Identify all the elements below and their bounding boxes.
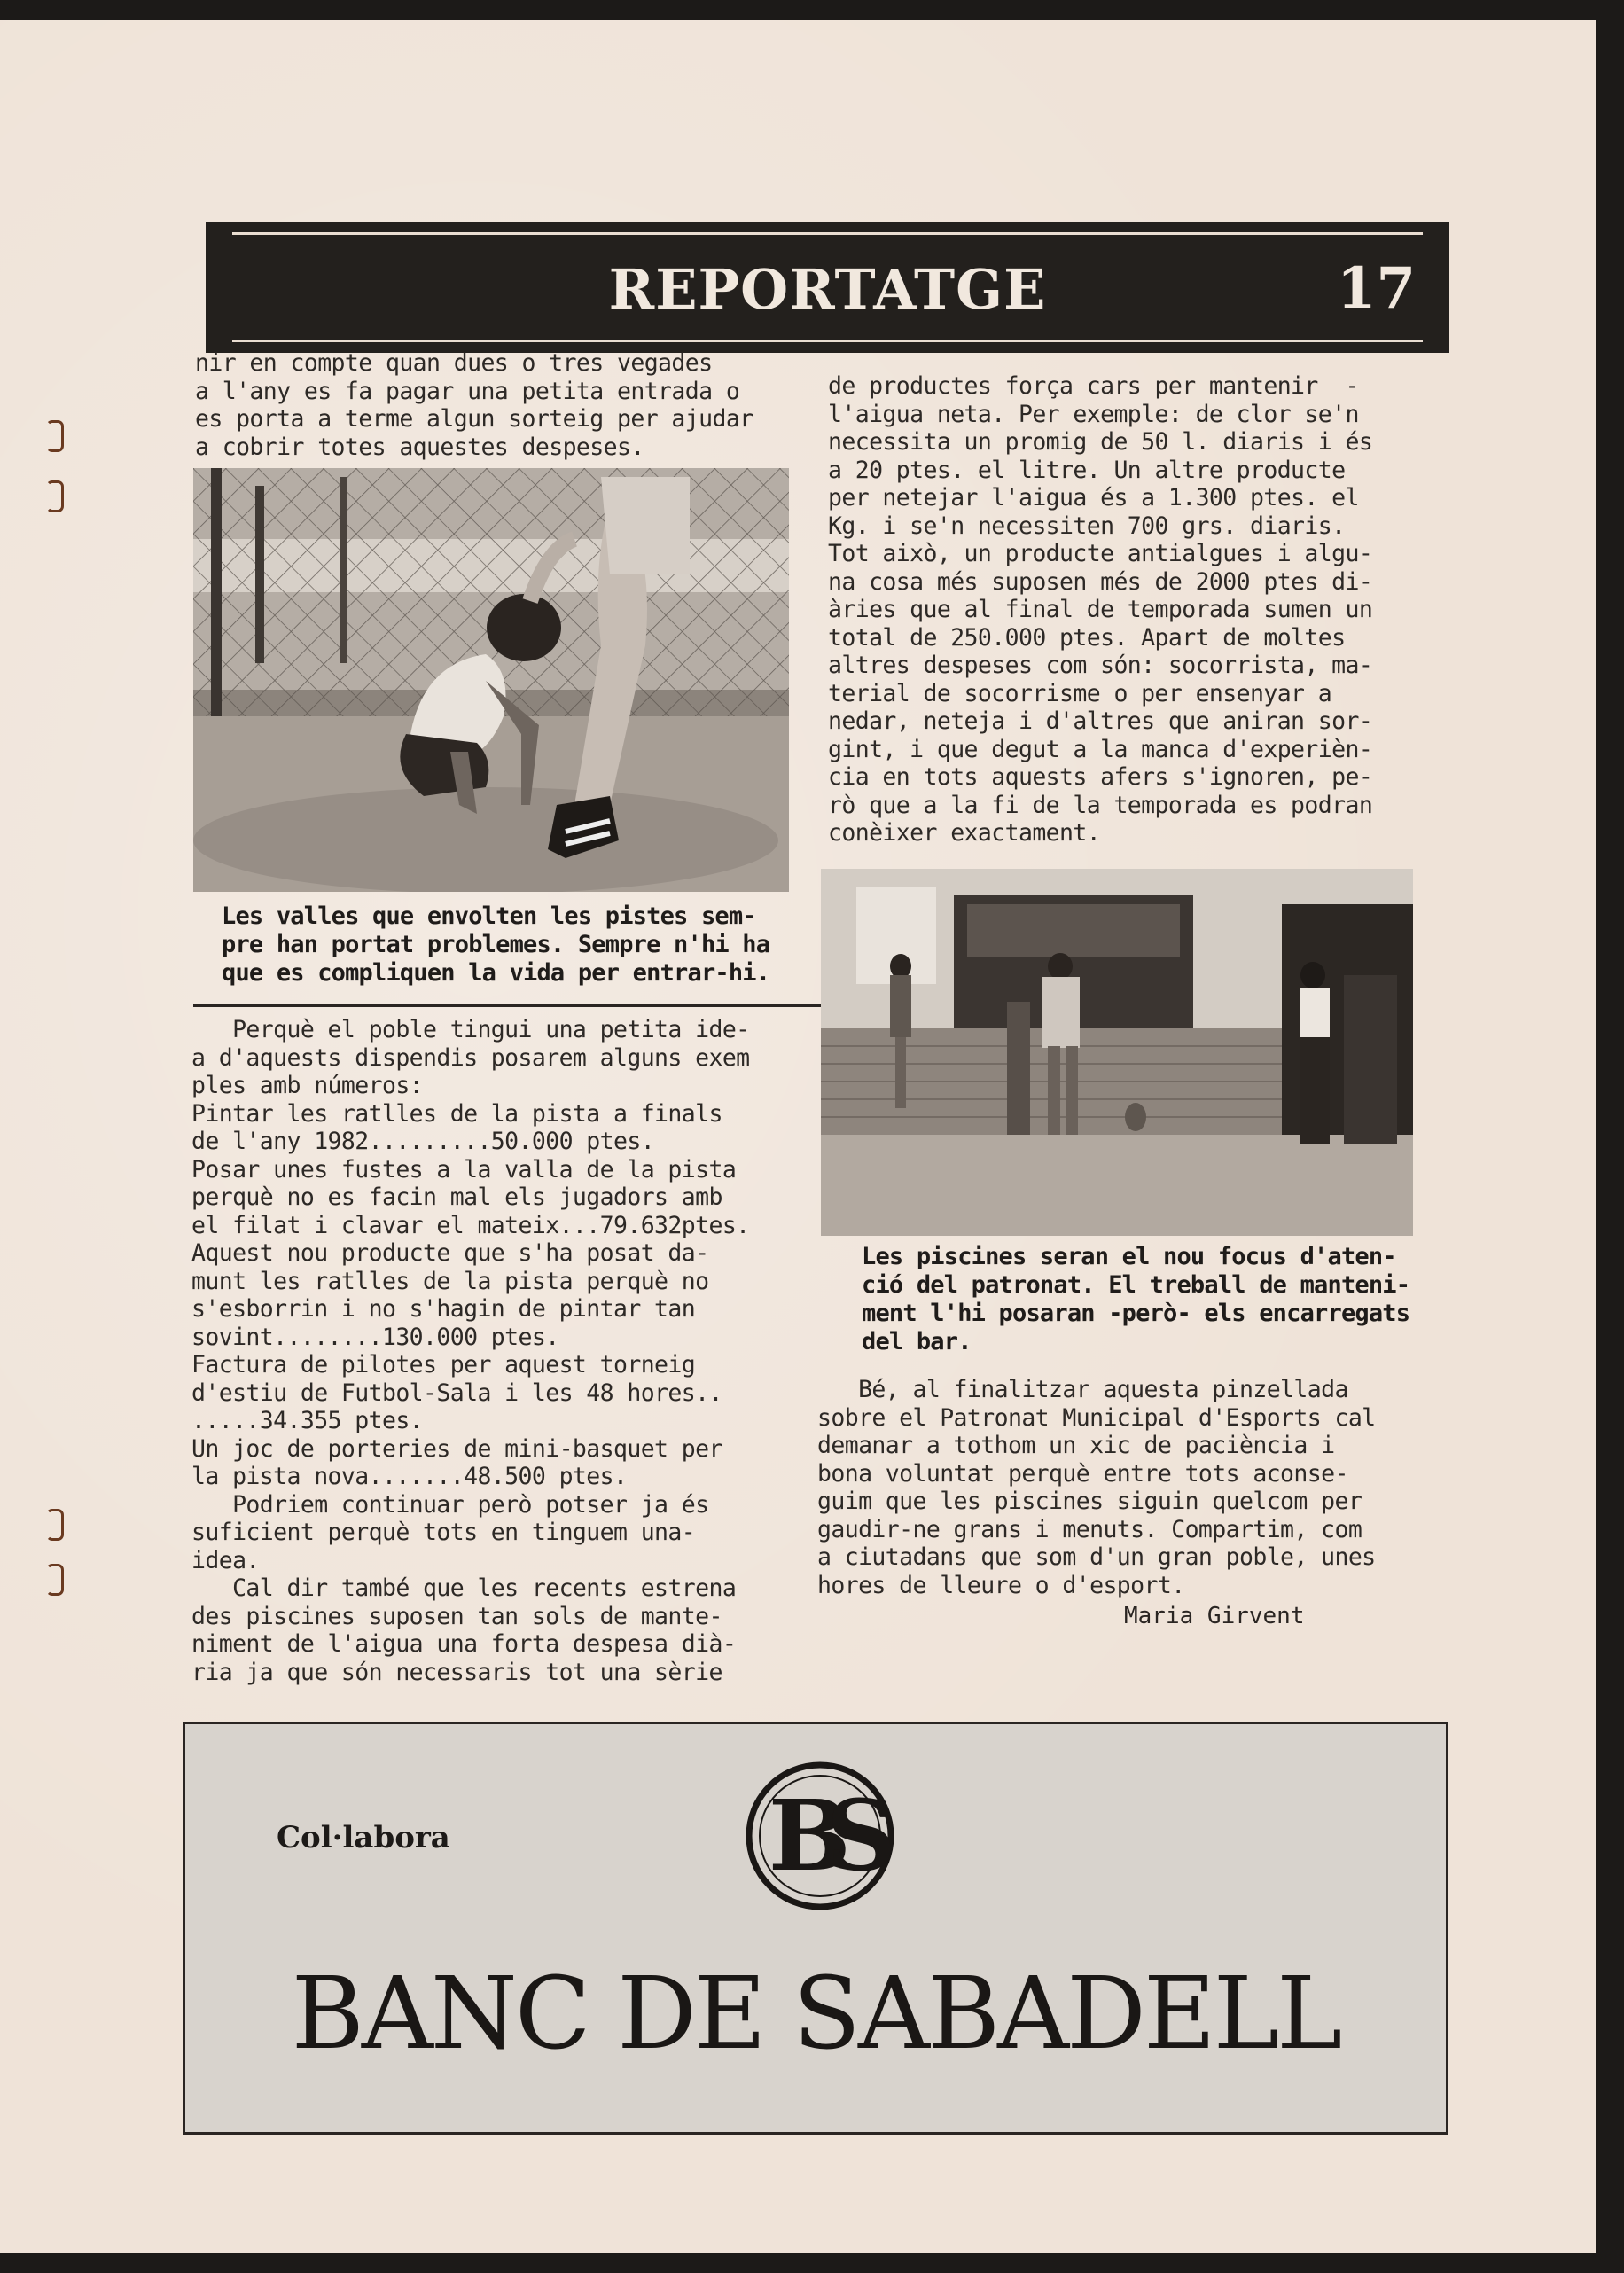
section-header <box>206 222 1449 353</box>
bank-advertisement <box>183 1722 1448 2135</box>
ad-collabora-label: Col·labora <box>277 1820 450 1855</box>
binding-hole <box>46 1564 64 1596</box>
header-rule-bottom <box>232 340 1423 342</box>
photo-fence-caption: Les valles que envolten les pistes sem- pre han portat problemes. Sempre n'hi ha que es compliquen la vida per entrar-hi. <box>222 902 770 987</box>
binding-hole <box>46 480 64 512</box>
photo-pool-bar-caption: Les piscines seran el nou focus d'aten- ció del patronat. El treball de manteni- ment l'hi posaran -però- els encarregats del bar. <box>862 1243 1410 1355</box>
article-col1-top: nir en compte quan dues o tres vegades a l'any es fa pagar una petita entrada o es porta a terme algun sorteig per ajudar a cobrir totes aquestes despeses. <box>195 349 753 461</box>
section-title: REPORTATGE <box>608 257 1047 322</box>
article-col2-top: de productes força cars per mantenir - l'aigua neta. Per exemple: de clor se'n necessita un promig de 50 l. diaris i és a 20 ptes. el litre. Un altre producte per netejar l'aigua és a 1.300 ptes. el Kg. i se'n necessiten 700 grs. diaris. Tot això, un producte antialgues i algu- na cosa més suposen més de 2000 ptes di- àries que al final de temporada sumen un total de 250.000 ptes. Apart de moltes altres despeses com són: socorrista, ma- terial de socorrisme o per ensenyar a nedar, neteja i d'altres que aniran sor- gint, i que degut a la manca d'experièn- cia en tots aquests afers s'ignoren, pe- rò que a la fi de la temporada es podran conèixer exactament. <box>828 372 1373 847</box>
page-number: 17 <box>1336 255 1416 322</box>
photo-pool-bar <box>821 869 1413 1236</box>
bank-name: BANC DE SABADELL <box>291 1957 1340 2072</box>
binding-hole <box>46 1509 64 1541</box>
author-signature: Maria Girvent <box>1124 1603 1305 1629</box>
article-col1-bottom: Perquè el poble tingui una petita ide- a d'aquests dispendis posarem alguns exem ples amb números: Pintar les ratlles de la pista a finals de l'any 1982.........50.000 ptes. Posar unes fustes a la valla de la pista perquè no es facin mal els jugadors amb el filat i clavar el mateix...79.632ptes. Aquest nou producte que s'ha posat da- munt les ratlles de la pista perquè no s'esborrin i no s'hagin de pintar tan sovint........130.000 ptes. Factura de pilotes per aquest torneig d'estiu de Futbol-Sala i les 48 hores.. .....34.355 ptes. Un joc de porteries de mini-basquet per la pista nova.......48.500 ptes. Podriem continuar però potser ja és suficient perquè tots en tinguem una- idea. Cal dir també que les recents estrena des piscines suposen tan sols de mante- niment de l'aigua una forta despesa dià- ria ja que són necessaris tot una sèrie <box>191 1016 750 1686</box>
column-divider <box>193 1004 824 1007</box>
article-col2-bottom: Bé, al finalitzar aquesta pinzellada sobre el Patronat Municipal d'Esports cal demanar a tothom un xic de paciència i bona voluntat perquè entre tots aconse- guim que les piscines siguin quelcom per gaudir-ne grans i menuts. Compartim, com a ciutadans que som d'un gran poble, unes hores de lleure o d'esport. <box>817 1376 1376 1599</box>
binding-hole <box>46 420 64 452</box>
bank-monogram: BS <box>768 1778 872 1893</box>
photo-fence <box>193 468 789 892</box>
magazine-page <box>0 20 1596 2253</box>
header-rule-top <box>232 232 1423 235</box>
bank-logo-icon <box>744 1760 896 1912</box>
